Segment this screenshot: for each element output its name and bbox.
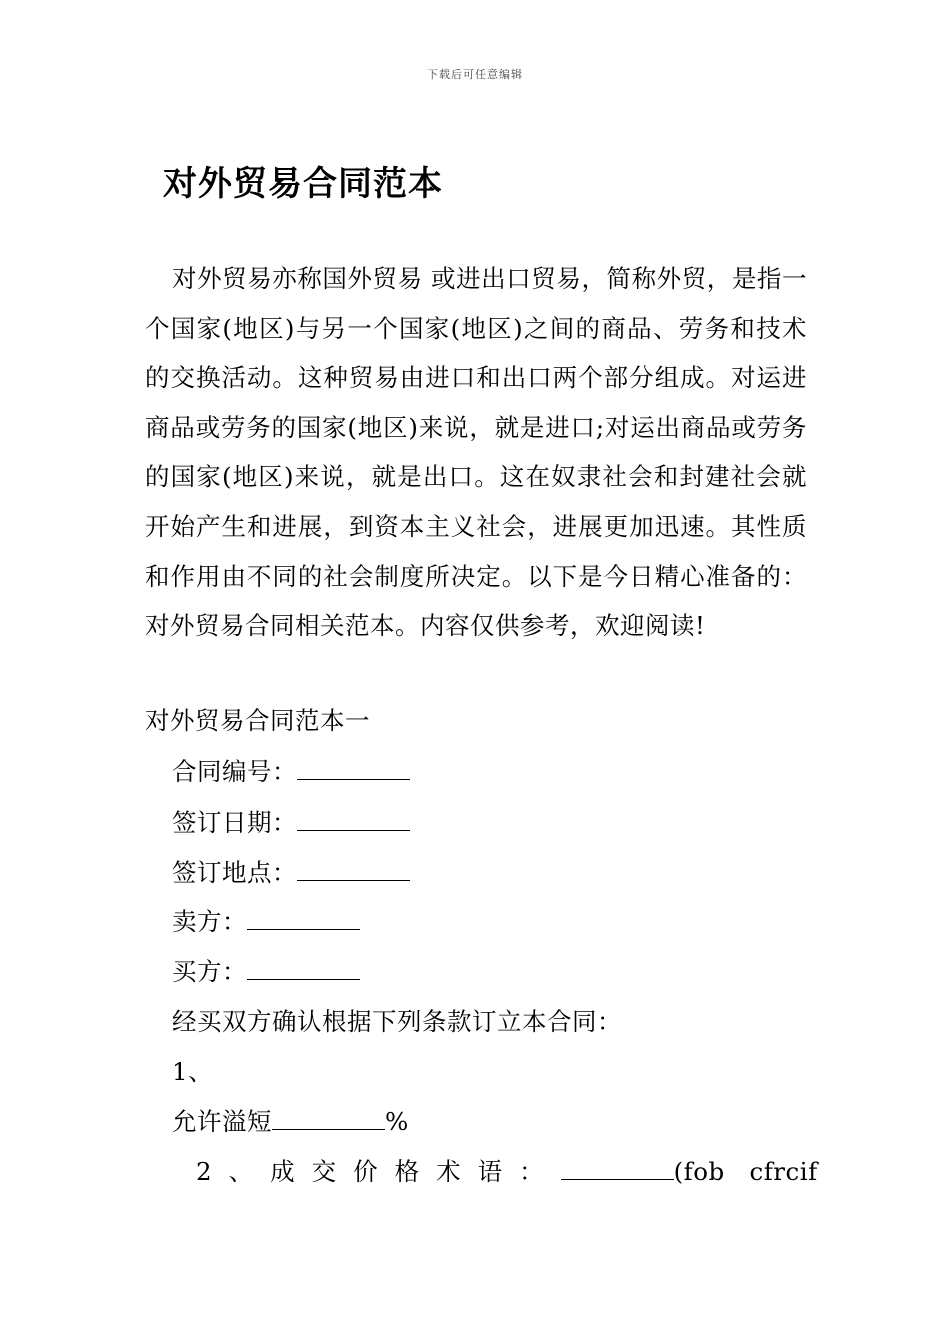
- agreement-statement: 经买双方确认根据下列条款订立本合同：: [172, 1007, 622, 1036]
- price-term-blank: [561, 1157, 674, 1180]
- tolerance-row: [172, 1107, 409, 1137]
- item-2-label: 2、成交价格术语：: [196, 1157, 561, 1186]
- contract-number-blank: [297, 757, 410, 780]
- buyer-label: 买方：: [172, 957, 247, 986]
- sign-place-label: 签订地点：: [172, 858, 297, 887]
- sign-date-row: [172, 808, 410, 838]
- page-header-note: 下载后可任意编辑: [427, 68, 523, 81]
- contract-number-row: [172, 757, 410, 787]
- item-1-number: 1、: [172, 1057, 214, 1086]
- item-2-row: [196, 1157, 818, 1187]
- contract-number-label: 合同编号：: [172, 757, 297, 786]
- document-title: 对外贸易合同范本: [163, 164, 443, 204]
- sign-date-label: 签订日期：: [172, 808, 297, 837]
- sign-date-blank: [297, 808, 410, 831]
- buyer-blank: [247, 957, 360, 980]
- sign-place-blank: [297, 858, 410, 881]
- seller-blank: [247, 907, 360, 930]
- tolerance-label: 允许溢短: [172, 1107, 272, 1136]
- section-title: 对外贸易合同范本一: [145, 706, 370, 735]
- tolerance-unit: %: [385, 1107, 409, 1136]
- buyer-row: [172, 957, 360, 987]
- sign-place-row: [172, 858, 410, 888]
- intro-paragraph: 对外贸易亦称国外贸易 或进出口贸易，简称外贸，是指一个国家(地区)与另一个国家(地区)之间的商品、劳务和技术的交换活动。这种贸易由进口和出口两个部分组成。对运进商品或劳务的国家(地区)来说，就是进口;对运出商品或劳务的国家(地区)来说，就是出口。这在奴隶社会和封建社会就开始产生和进展，到资本主义社会，进展更加迅速。其性质和作用由不同的社会制度所决定。以下是今日精心准备的：对外贸易合同相关范本。内容仅供参考，欢迎阅读!: [145, 264, 807, 641]
- seller-row: [172, 907, 360, 937]
- seller-label: 卖方：: [172, 907, 247, 936]
- price-term-options: (fob cfrcif: [673, 1157, 818, 1186]
- tolerance-blank: [272, 1107, 385, 1130]
